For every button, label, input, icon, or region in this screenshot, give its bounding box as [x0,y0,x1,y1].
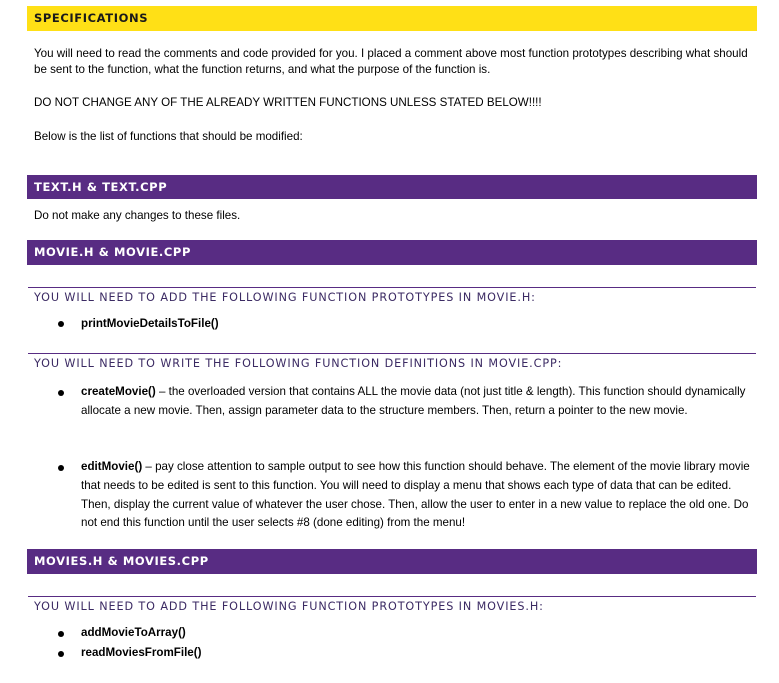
function-name: createMovie() [81,385,156,398]
text-section-heading: TEXT.H & TEXT.CPP [27,175,757,199]
function-name: editMovie() [81,460,143,473]
function-description: – the overloaded version that contains ALL the movie data (not just title & length). This function should dynamically allocate a new movie. Then, assign parameter data to the structure members. Then, return a pointer to the new movie. [81,385,746,417]
create-movie-item [81,383,751,421]
list-intro-paragraph: Below is the list of functions that should be modified: [34,130,303,143]
bullet-icon [58,390,64,396]
function-name: addMovieToArray() [81,626,186,639]
function-name: readMoviesFromFile() [81,646,202,659]
intro-paragraph: You will need to read the comments and code provided for you. I placed a comment above most function prototypes describing what should be sent to the function, what the function returns, and what the purpose of the function is. [34,47,748,76]
bullet-icon [58,651,64,657]
movies-prototype-item [81,624,751,643]
bullet-icon [58,321,64,327]
warning-paragraph: DO NOT CHANGE ANY OF THE ALREADY WRITTEN FUNCTIONS UNLESS STATED BELOW!!!! [34,96,542,109]
function-description: – pay close attention to sample output to see how this function should behave. The element of the movie library movie that needs to be edited is sent to this function. You will need to display a menu that shows each type of data that can be edited. Then, display the current value of whatever the user chose. Then, allow the user to enter in a new value to replace the old one. Do not end this function until the user selects #8 (done editing) from the menu! [81,460,750,530]
movie-section-heading: MOVIE.H & MOVIE.CPP [27,240,757,265]
movie-prototypes-heading: YOU WILL NEED TO ADD THE FOLLOWING FUNCTION PROTOTYPES IN MOVIE.H: [28,287,756,307]
bullet-icon [58,465,64,471]
movies-section-heading: MOVIES.H & MOVIES.CPP [27,549,757,574]
movies-prototypes-heading: YOU WILL NEED TO ADD THE FOLLOWING FUNCTION PROTOTYPES IN MOVIES.H: [28,596,756,616]
bullet-icon [58,631,64,637]
edit-movie-item [81,458,751,533]
specifications-heading: SPECIFICATIONS [27,6,757,31]
text-section-body: Do not make any changes to these files. [34,209,241,222]
function-name: printMovieDetailsToFile() [81,317,219,330]
movies-prototype-item [81,644,751,663]
movie-definitions-heading: YOU WILL NEED TO WRITE THE FOLLOWING FUNCTION DEFINITIONS IN MOVIE.CPP: [28,353,756,373]
movie-prototype-item [81,315,751,334]
